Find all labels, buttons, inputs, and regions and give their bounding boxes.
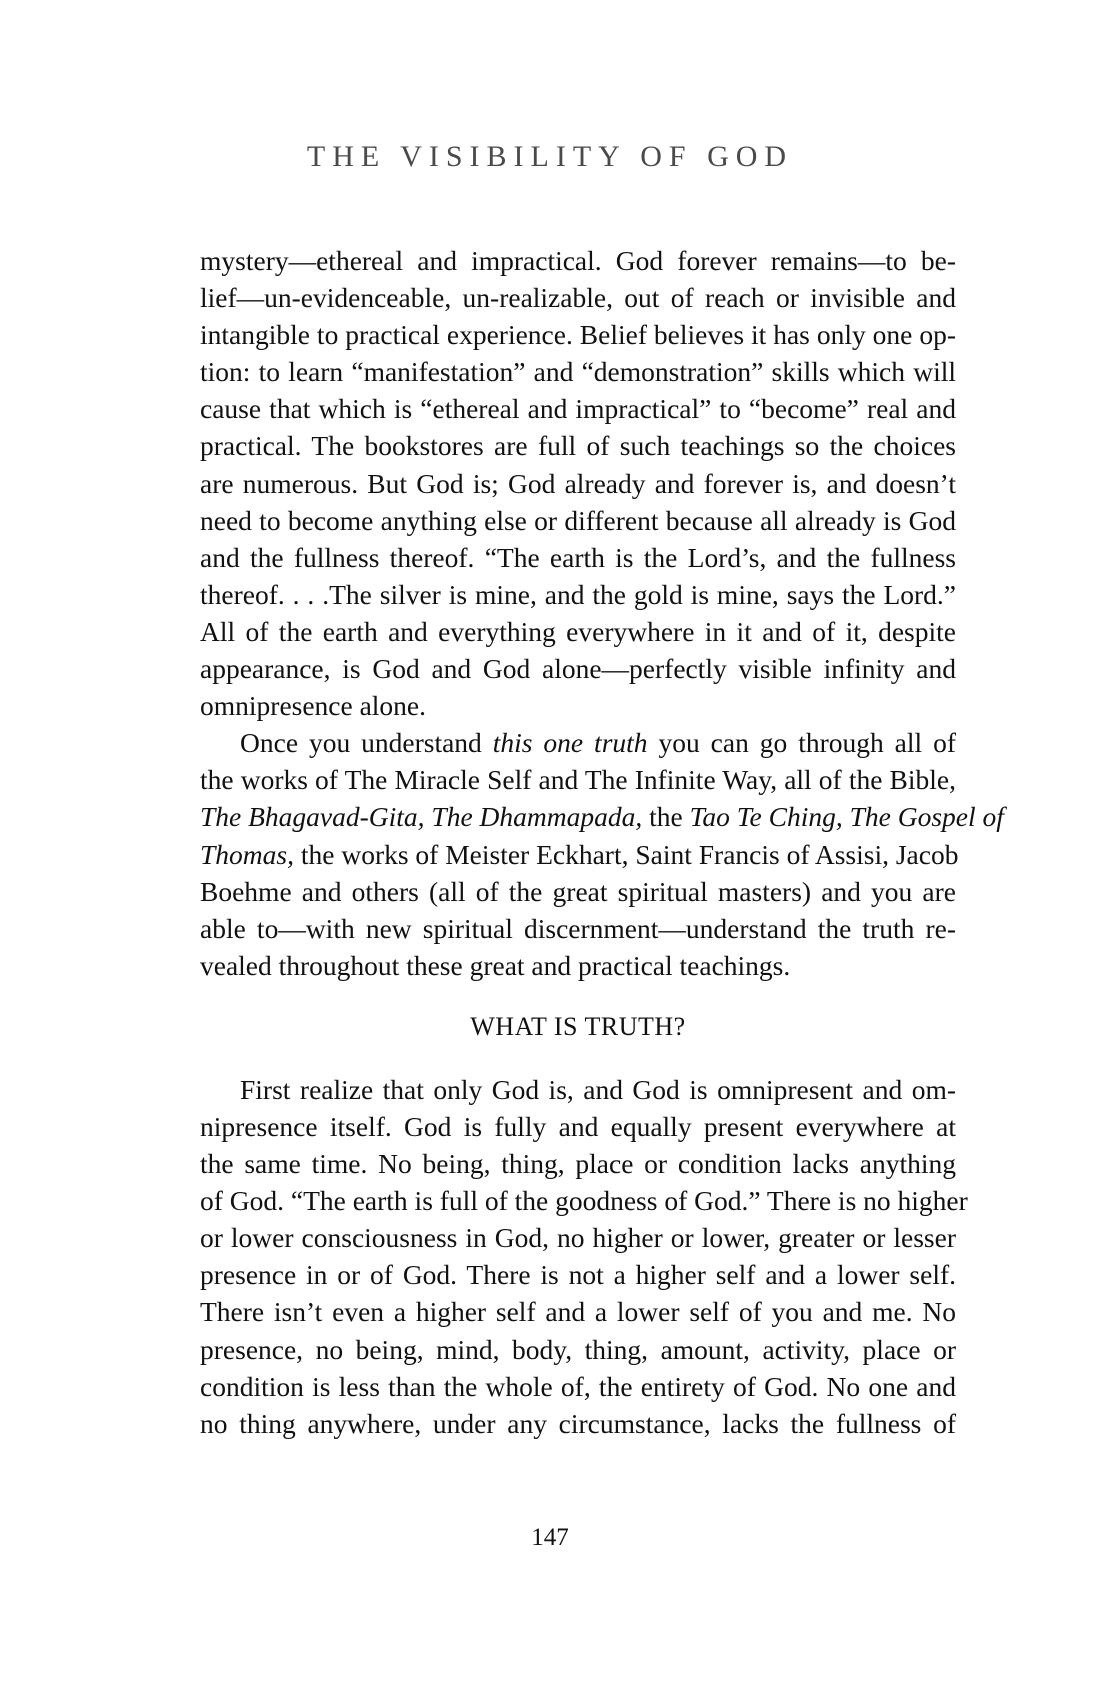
text-line [200,1368,956,1405]
text-line [200,873,956,910]
text-line [200,613,956,650]
text-line [200,687,956,724]
page-number: 147 [531,1524,569,1551]
text-line [200,724,956,761]
text-segment: of God. “The earth is full of the goodness of God.” There is no higher [200,1185,968,1217]
text-segment: thereof. . . .The silver is mine, and the gold is mine, says the Lord.” [200,578,956,610]
text-segment: presence, no being, mind, body, thing, amount, activity, place or [200,1333,956,1365]
text-segment: lief—un-evidenceable, un-realizable, out of reach or invisible and [200,282,956,314]
italic-text: Thomas, [200,838,294,870]
text-segment: cause that which is “ethereal and impractical” to “become” real and [200,393,956,425]
text-line [200,1219,956,1256]
running-head: THE VISIBILITY OF GOD [306,140,794,173]
text-segment: vealed throughout these great and practical teachings. [200,949,791,981]
text-line [200,1182,968,1219]
text-line [200,242,956,279]
text-segment: the [642,801,690,833]
section-heading: WHAT IS TRUTH? [470,1011,686,1041]
text-segment: you can go through all of [647,727,957,759]
text-segment: presence in or of God. There is not a higher self and a lower self. [200,1259,956,1291]
text-line [200,279,956,316]
text-segment: the works of Meister Eckhart, Saint Francis of Assisi, Jacob [293,838,959,870]
text-line [200,316,956,353]
text-line [200,390,956,427]
text-line [200,1145,956,1182]
text-line [200,1071,956,1108]
text-line [200,465,956,502]
text-line [200,353,956,390]
text-segment: There isn’t even a higher self and a lower self of you and me. No [200,1296,956,1328]
body-text [200,242,1004,1442]
text-line [200,576,956,613]
text-segment: nipresence itself. God is fully and equally present everywhere at [200,1110,956,1142]
text-line [200,910,956,947]
italic-text: this one truth [492,727,648,759]
text-segment: the same time. No being, thing, place or condition lacks anything [200,1148,956,1180]
text-segment: or lower consciousness in God, no higher or lower, greater or lesser [200,1222,956,1254]
text-segment: need to become anything else or different because all already is God [200,504,956,536]
text-line [200,502,956,539]
text-line [200,539,956,576]
italic-text: The Bhagavad-Gita, The Dhammapada, [200,801,643,833]
text-segment: appearance, is God and God alone—perfectly visible infinity and [200,653,956,685]
text-line [200,650,956,687]
text-segment: First realize that only God is, and God is omnipresent and om- [240,1073,956,1105]
text-segment: and the fullness thereof. “The earth is the Lord’s, and the fullness [200,541,956,573]
text-segment: are numerous. But God is; God already and forever is, and doesn’t [200,467,956,499]
text-segment: no thing anywhere, under any circumstance, lacks the fullness of [200,1407,956,1439]
paragraph [200,724,1004,984]
text-segment: able to—with new spiritual discernment—understand the truth re- [200,912,956,944]
text-segment: Boehme and others (all of the great spiritual masters) and you are [200,875,956,907]
text-line [200,798,1004,835]
text-line [200,1331,956,1368]
text-line [200,427,956,464]
text-segment: Once you understand [240,727,493,759]
text-segment: mystery—ethereal and impractical. God forever remains—to be- [200,245,956,276]
text-segment: All of the earth and everything everywhere in it and of it, despite [200,615,956,647]
text-segment: condition is less than the whole of, the entirety of God. No one and [200,1370,956,1402]
text-line [200,1405,956,1442]
paragraph [200,242,956,724]
text-line [200,836,959,873]
text-segment: tion: to learn “manifestation” and “demonstration” skills which will [200,356,956,388]
text-line [200,1256,956,1293]
text-line [200,761,956,798]
paragraph [200,1071,968,1442]
text-segment: practical. The bookstores are full of such teachings so the choices [200,430,956,462]
italic-text: Tao Te Ching, The Gospel of [689,801,1004,833]
text-segment: the works of The Miracle Self and The Infinite Way, all of the Bible, [200,764,956,796]
text-line [200,947,956,984]
text-line [200,1293,956,1330]
text-segment: omnipresence alone. [200,690,427,722]
text-segment: intangible to practical experience. Belief believes it has only one op- [200,319,956,351]
text-line [200,1108,956,1145]
